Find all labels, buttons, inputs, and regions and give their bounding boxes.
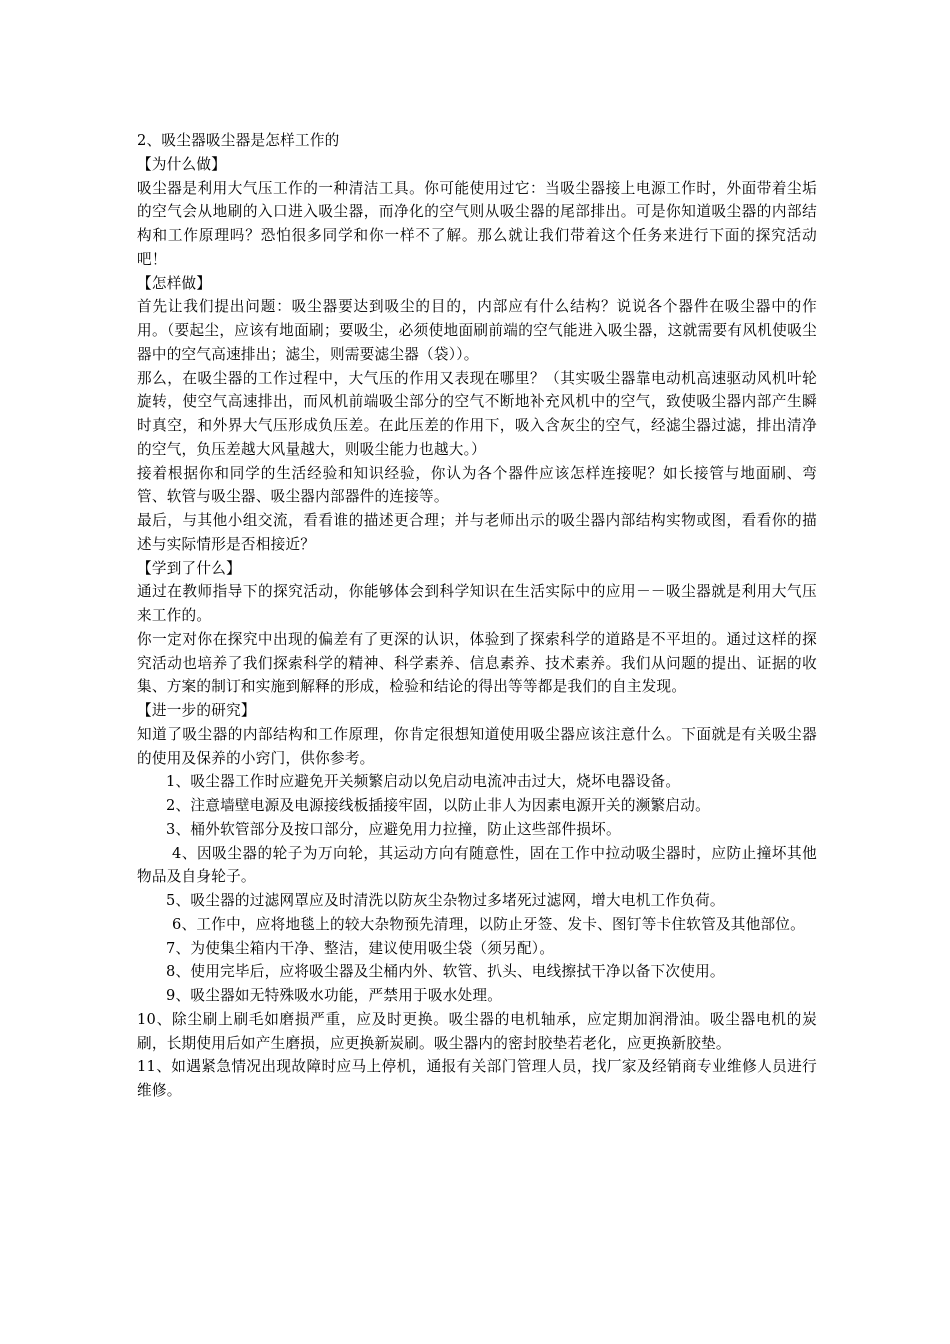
paragraph-further-intro: 知道了吸尘器的内部结构和工作原理，你肯定很想知道使用吸尘器应该注意什么。下面就是有关吸尘器的使用及保养的小窍门，供你参考。: [137, 725, 817, 767]
document-page: [137, 129, 817, 1103]
tip-item: 11、如遇紧急情况出现故障时应马上停机，通报有关部门管理人员，找厂家及经销商专业维修人员进行维修。: [137, 1058, 817, 1099]
tip-item: 8、使用完毕后，应将吸尘器及尘桶内外、软管、扒头、电线擦拭干净以备下次使用。: [166, 963, 725, 981]
section-heading-why: 【为什么做】: [137, 155, 227, 173]
tip-item: 2、注意墙壁电源及电源接线板插接牢固，以防止非人为因素电源开关的濒繁启动。: [166, 797, 710, 814]
paragraph-learned-2: 你一定对你在探究中出现的偏差有了更深的认识，体验到了探索科学的道路是不平坦的。通过这样的探究活动也培养了我们探索科学的精神、科学素养、信息素养、技术素养。我们从问题的提出、证据的收集、方案的制订和实施到解释的形成，检验和结论的得出等等都是我们的自主发现。: [137, 630, 817, 696]
paragraph-how-1: 首先让我们提出问题：吸尘器要达到吸尘的目的，内部应有什么结构？说说各个器件在吸尘器中的作用。（要起尘，应该有地面刷；要吸尘，必须使地面刷前端的空气能进入吸尘器，这就需要有风机使吸尘器中的空气高速排出；滤尘，则需要滤尘器（袋））。: [137, 298, 817, 363]
section-heading-how: 【怎样做】: [137, 274, 212, 292]
paragraph-how-3: 接着根据你和同学的生活经验和知识经验，你认为各个器件应该怎样连接呢？如长接管与地面刷、弯管、软管与吸尘器、吸尘器内部器件的连接等。: [137, 464, 817, 506]
tip-item: 10、除尘刷上刷毛如磨损严重，应及时更换。吸尘器的电机轴承，应定期加润滑油。吸尘器电机的炭刷，长期使用后如产生磨损，应更换新炭刷。吸尘器内的密封胶垫若老化，应更换新胶垫。: [137, 1010, 817, 1052]
tip-item: 4、因吸尘器的轮子为万向轮，其运动方向有随意性，固在工作中拉动吸尘器时，应防止撞坏其他物品及自身轮子。: [137, 844, 817, 886]
tip-item: 3、桶外软管部分及按口部分，应避免用力拉撞，防止这些部件损坏。: [166, 820, 621, 838]
section-heading-learned: 【学到了什么】: [137, 559, 241, 577]
tip-item: 9、吸尘器如无特殊吸水功能，严禁用于吸水处理。: [166, 987, 503, 1004]
paragraph-how-4: 最后，与其他小组交流，看看谁的描述更合理；并与老师出示的吸尘器内部结构实物或图，看看你的描述与实际情形是否相接近？: [137, 512, 817, 553]
tip-item: 6、工作中，应将地毯上的较大杂物预先清理，以防止牙签、发卡、图钉等卡住软管及其他部位。: [172, 915, 805, 933]
document-title: 2、吸尘器吸尘器是怎样工作的: [137, 132, 340, 149]
section-heading-further: 【进一步的研究】: [137, 702, 256, 719]
paragraph-learned-1: 通过在教师指导下的探究活动，你能够体会到科学知识在生活实际中的应用－－吸尘器就是利用大气压来工作的。: [137, 583, 817, 624]
tip-item: 7、为使集尘箱内干净、整洁，建议使用吸尘袋（须另配）。: [166, 939, 555, 957]
tip-item: 5、吸尘器的过滤网罩应及时清洗以防灰尘杂物过多堵死过滤网，增大电机工作负荷。: [166, 892, 725, 909]
tip-item: 1、吸尘器工作时应避免开关频繁启动以免启动电流冲击过大，烧坏电器设备。: [166, 773, 681, 791]
paragraph-how-2: 那么，在吸尘器的工作过程中，大气压的作用又表现在哪里？（其实吸尘器靠电动机高速驱动风机叶轮旋转，使空气高速排出，而风机前端吸尘部分的空气不断地补充风机中的空气，致使吸尘器内部产生瞬时真空，和外界大气压形成负压差。在此压差的作用下，吸入含灰尘的空气，经滤尘器过滤，排出清净的空气，负压差越大风量越大，则吸尘能力也越大。）: [137, 369, 817, 458]
paragraph-why-1: 吸尘器是利用大气压工作的一种清洁工具。你可能使用过它：当吸尘器接上电源工作时，外面带着尘垢的空气会从地刷的入口进入吸尘器，而净化的空气则从吸尘器的尾部排出。可是你知道吸尘器的内部结构和工作原理吗？恐怕很多同学和你一样不了解。那么就让我们带着这个任务来进行下面的探究活动吧！: [137, 179, 817, 268]
